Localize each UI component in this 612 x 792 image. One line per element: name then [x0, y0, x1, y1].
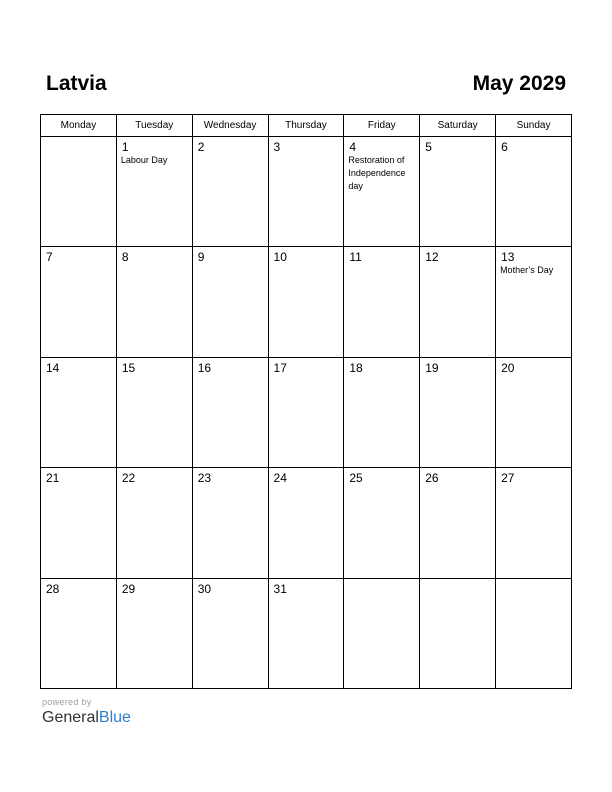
week-row — [41, 137, 572, 247]
country-title: Latvia — [46, 72, 107, 95]
day-cell — [41, 357, 117, 467]
day-cell — [344, 578, 420, 688]
weekday-saturday: Saturday — [420, 115, 496, 137]
day-cell — [116, 468, 192, 578]
day-number: 22 — [121, 471, 136, 486]
day-cell — [496, 357, 572, 467]
powered-by-text: powered by — [42, 697, 92, 707]
day-number: 27 — [501, 471, 515, 486]
day-cell — [116, 247, 192, 357]
day-number: 19 — [425, 360, 439, 375]
day-number: 14 — [46, 360, 60, 375]
day-number: 2 — [197, 140, 205, 154]
week-row — [41, 468, 572, 578]
day-number: 23 — [197, 471, 212, 486]
weekday-thursday: Thursday — [268, 115, 344, 137]
day-cell — [420, 247, 496, 357]
day-number: 5 — [425, 140, 432, 154]
brand-general-text: General — [42, 709, 99, 726]
day-number: 16 — [197, 360, 212, 375]
day-number: 25 — [349, 471, 363, 486]
day-number: 17 — [273, 360, 287, 375]
day-cell — [268, 468, 344, 578]
day-cell — [116, 578, 192, 688]
day-number: 28 — [46, 581, 60, 596]
day-number: 18 — [349, 360, 363, 375]
day-number: 29 — [121, 581, 136, 596]
day-number: 13 — [501, 250, 515, 265]
day-cell — [420, 357, 496, 467]
day-number: 3 — [273, 140, 281, 154]
day-cell — [268, 137, 344, 247]
day-cell — [41, 247, 117, 357]
weekday-header-row — [41, 115, 572, 137]
day-cell — [116, 137, 192, 247]
day-cell — [496, 578, 572, 688]
day-cell — [496, 247, 572, 357]
day-cell — [41, 137, 117, 247]
day-number: 26 — [425, 471, 439, 486]
day-number: 9 — [197, 250, 205, 265]
holiday-label: Mother’s Day — [500, 265, 554, 276]
weekday-monday: Monday — [41, 115, 117, 137]
day-cell — [192, 247, 268, 357]
day-cell — [344, 137, 420, 247]
day-number: 11 — [349, 250, 362, 265]
day-number: 4 — [349, 140, 357, 154]
weekday-friday: Friday — [344, 115, 420, 137]
day-cell — [420, 578, 496, 688]
day-cell — [420, 468, 496, 578]
day-number — [420, 579, 495, 582]
weekday-tuesday: Tuesday — [116, 115, 192, 137]
day-number: 15 — [121, 360, 136, 375]
day-number: 21 — [46, 471, 60, 486]
day-number — [41, 137, 116, 140]
week-row — [41, 578, 572, 688]
day-cell — [268, 578, 344, 688]
generalblue-logo — [42, 709, 131, 727]
day-cell — [268, 357, 344, 467]
month-year-title: May 2029 — [472, 72, 566, 95]
calendar-grid — [40, 114, 572, 689]
day-number: 10 — [273, 250, 287, 265]
day-number: 31 — [273, 581, 287, 596]
day-cell — [268, 247, 344, 357]
day-cell — [192, 137, 268, 247]
day-number — [496, 579, 571, 582]
day-number: 7 — [46, 250, 53, 265]
day-cell — [344, 357, 420, 467]
day-cell — [496, 137, 572, 247]
day-cell — [116, 357, 192, 467]
day-number: 24 — [273, 471, 287, 486]
day-number: 8 — [121, 250, 129, 265]
day-number — [344, 579, 419, 582]
day-number: 30 — [197, 581, 212, 596]
day-cell — [420, 137, 496, 247]
day-cell — [344, 247, 420, 357]
day-cell — [41, 468, 117, 578]
day-cell — [41, 578, 117, 688]
brand-blue-text: Blue — [98, 709, 131, 726]
day-cell — [344, 468, 420, 578]
day-number: 12 — [425, 250, 439, 265]
week-row — [41, 357, 572, 467]
day-number: 6 — [501, 140, 508, 154]
day-number: 1 — [121, 140, 129, 154]
week-row — [41, 247, 572, 357]
day-number: 20 — [501, 360, 515, 375]
holiday-label: Restoration of Independence day — [348, 155, 406, 191]
day-cell — [192, 468, 268, 578]
holiday-label: Labour Day — [120, 155, 168, 165]
day-cell — [496, 468, 572, 578]
day-cell — [192, 578, 268, 688]
footer-branding — [42, 697, 131, 727]
day-cell — [192, 357, 268, 467]
weekday-wednesday: Wednesday — [192, 115, 268, 137]
weekday-sunday: Sunday — [496, 115, 572, 137]
